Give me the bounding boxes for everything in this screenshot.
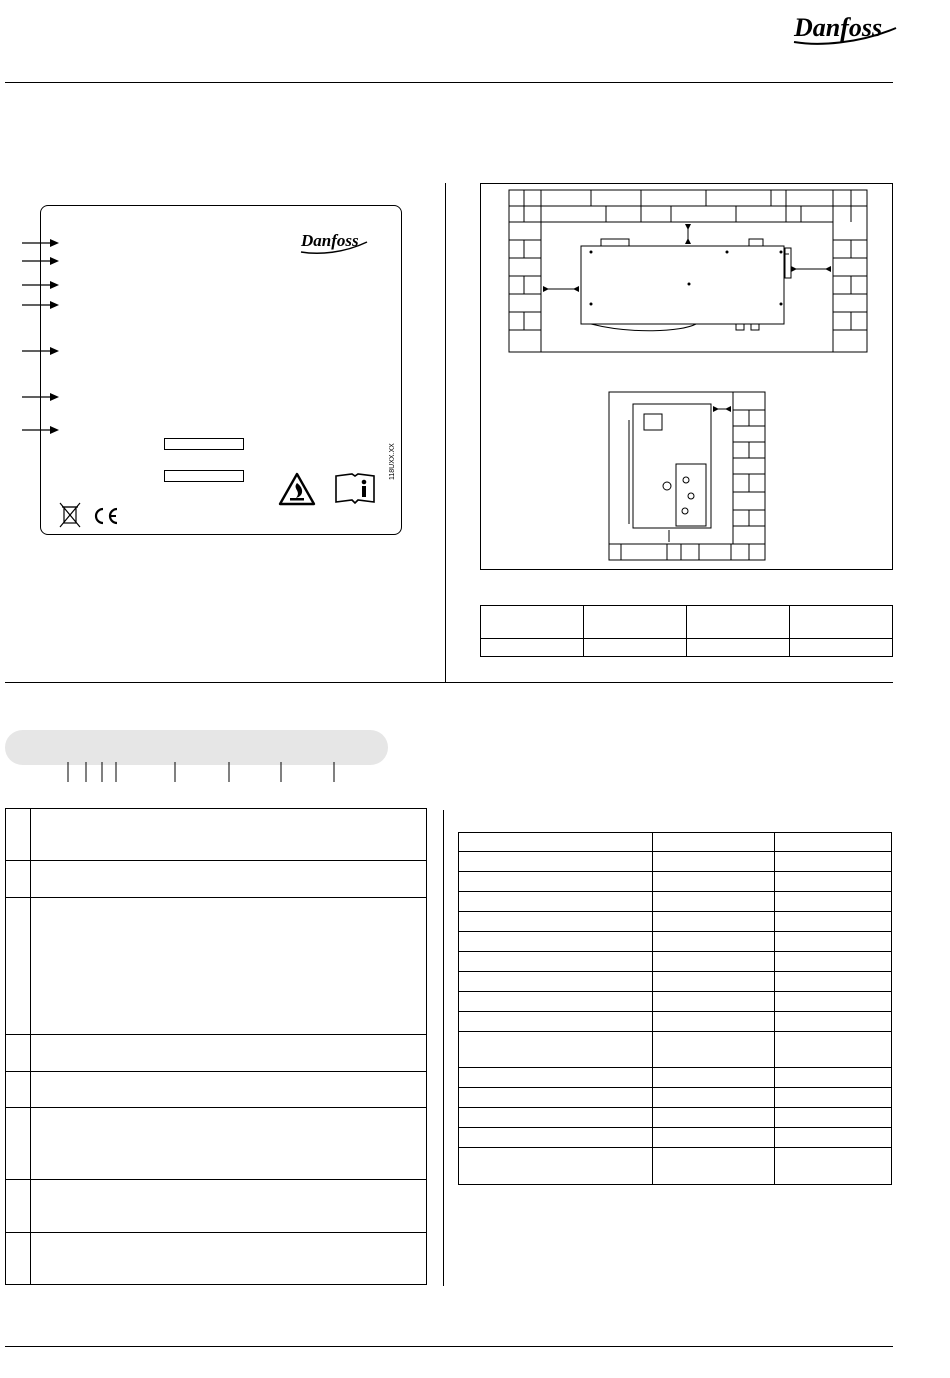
spec-value-cell xyxy=(653,972,775,992)
spec-label-cell xyxy=(459,1068,653,1088)
callout-arrow-7 xyxy=(22,425,60,435)
spec-label-cell xyxy=(459,972,653,992)
callout-arrow-2 xyxy=(22,256,60,266)
spec-label-cell xyxy=(459,952,653,972)
spec-label-cell xyxy=(459,932,653,952)
spec-value-cell xyxy=(653,1128,775,1148)
spec-value-cell xyxy=(775,833,892,852)
code-index-cell xyxy=(6,1180,31,1233)
spec-label-cell xyxy=(459,833,653,852)
clearance-header-cell xyxy=(584,606,687,639)
spec-value-cell xyxy=(775,972,892,992)
spec-value-cell xyxy=(653,932,775,952)
callout-arrow-6 xyxy=(22,392,60,402)
nameplate-logo xyxy=(299,226,369,256)
column-divider-bottom xyxy=(443,810,444,1286)
code-index-cell xyxy=(6,1233,31,1285)
spec-label-cell xyxy=(459,1108,653,1128)
installation-diagram xyxy=(480,183,893,570)
code-description-cell xyxy=(31,1035,427,1072)
header-rule xyxy=(5,82,893,83)
code-description-cell xyxy=(31,1233,427,1285)
spec-label-cell xyxy=(459,1088,653,1108)
spec-label-cell xyxy=(459,1032,653,1068)
code-index-cell xyxy=(6,898,31,1035)
code-description-cell xyxy=(31,861,427,898)
spec-value-cell xyxy=(775,1012,892,1032)
clearance-value-cell xyxy=(687,639,790,657)
clearance-header-cell xyxy=(481,606,584,639)
callout-arrow-4 xyxy=(22,300,60,310)
spec-value-cell xyxy=(653,1012,775,1032)
manual-icon xyxy=(334,470,376,506)
callout-arrow-3 xyxy=(22,280,60,290)
clearance-header-cell xyxy=(790,606,893,639)
clearance-header-cell xyxy=(687,606,790,639)
code-index-cell xyxy=(6,1072,31,1108)
spec-value-cell xyxy=(653,1068,775,1088)
code-description-cell xyxy=(31,809,427,861)
spec-value-cell xyxy=(775,1128,892,1148)
spec-value-cell xyxy=(653,833,775,852)
spec-label-cell xyxy=(459,1012,653,1032)
nameplate-field-1 xyxy=(164,438,244,450)
spec-value-cell xyxy=(653,852,775,872)
clearance-table xyxy=(480,605,893,657)
spec-value-cell xyxy=(775,892,892,912)
spec-value-cell xyxy=(653,872,775,892)
spec-label-cell xyxy=(459,992,653,1012)
flammable-icon xyxy=(278,472,316,506)
spec-label-cell xyxy=(459,892,653,912)
svg-text:Danfoss: Danfoss xyxy=(301,231,359,250)
spec-value-cell xyxy=(775,872,892,892)
spec-value-cell xyxy=(775,1148,892,1185)
spec-label-cell xyxy=(459,1128,653,1148)
clearance-value-cell xyxy=(790,639,893,657)
code-description-cell xyxy=(31,1072,427,1108)
code-position-ticks xyxy=(60,762,350,784)
callout-arrow-5 xyxy=(22,346,60,356)
callout-arrow-1 xyxy=(22,238,60,248)
spec-label-cell xyxy=(459,852,653,872)
code-description-cell xyxy=(31,1180,427,1233)
spec-value-cell xyxy=(775,1088,892,1108)
danfoss-logo xyxy=(788,6,900,48)
spec-value-cell xyxy=(653,992,775,1012)
column-divider-top xyxy=(445,183,446,682)
nameplate-field-2 xyxy=(164,470,244,482)
spec-value-cell xyxy=(653,1148,775,1185)
spec-label-cell xyxy=(459,912,653,932)
spec-value-cell xyxy=(653,952,775,972)
spec-value-cell xyxy=(653,892,775,912)
spec-label-cell xyxy=(459,1148,653,1185)
code-index-cell xyxy=(6,1035,31,1072)
serial-code: 118UXX.XX xyxy=(389,443,396,480)
spec-value-cell xyxy=(775,852,892,872)
spec-label-cell xyxy=(459,872,653,892)
code-description-table xyxy=(5,808,427,1285)
code-index-cell xyxy=(6,809,31,861)
weee-icon xyxy=(58,501,82,529)
code-description-cell xyxy=(31,1108,427,1180)
code-index-cell xyxy=(6,1108,31,1180)
section-rule xyxy=(5,682,893,683)
spec-value-cell xyxy=(653,912,775,932)
specification-table xyxy=(458,832,892,1185)
spec-value-cell xyxy=(653,1032,775,1068)
spec-value-cell xyxy=(775,952,892,972)
spec-value-cell xyxy=(775,912,892,932)
spec-value-cell xyxy=(775,932,892,952)
clearance-value-cell xyxy=(584,639,687,657)
spec-value-cell xyxy=(775,992,892,1012)
ce-mark xyxy=(90,507,120,525)
footer-rule xyxy=(5,1346,893,1347)
spec-value-cell xyxy=(653,1108,775,1128)
code-description-cell xyxy=(31,898,427,1035)
spec-value-cell xyxy=(775,1032,892,1068)
logo-text: Danfoss xyxy=(794,13,883,42)
spec-value-cell xyxy=(653,1088,775,1108)
code-designation-bar xyxy=(5,730,388,765)
spec-value-cell xyxy=(775,1068,892,1088)
code-index-cell xyxy=(6,861,31,898)
clearance-value-cell xyxy=(481,639,584,657)
nameplate-label xyxy=(40,205,402,535)
spec-value-cell xyxy=(775,1108,892,1128)
